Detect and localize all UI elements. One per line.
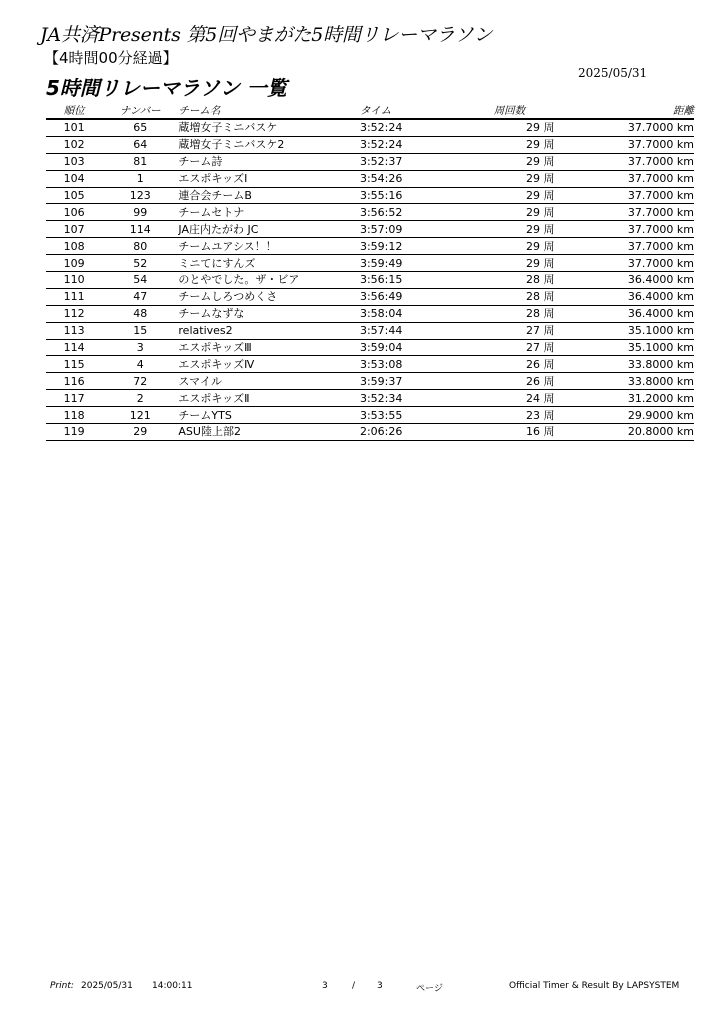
- cell-position: 102: [46, 136, 102, 153]
- cell-time: 3:52:34: [360, 390, 464, 407]
- cell-laps: 27 周: [464, 322, 554, 339]
- cell-distance: 37.7000 km: [555, 255, 694, 272]
- cell-number: 123: [102, 187, 178, 204]
- table-row: [46, 221, 694, 238]
- cell-team-name: JA庄内たがわ JC: [178, 221, 360, 238]
- cell-position: 118: [46, 407, 102, 424]
- cell-number: 4: [102, 356, 178, 373]
- cell-laps: 23 周: [464, 407, 554, 424]
- cell-team-name: エスポキッズⅡ: [178, 390, 360, 407]
- cell-position: 117: [46, 390, 102, 407]
- cell-distance: 35.1000 km: [555, 322, 694, 339]
- cell-distance: 37.7000 km: [555, 187, 694, 204]
- cell-position: 103: [46, 153, 102, 170]
- table-row: [46, 187, 694, 204]
- cell-time: 3:56:49: [360, 288, 464, 305]
- column-header-number: ナンバー: [102, 102, 178, 119]
- cell-distance: 36.4000 km: [555, 288, 694, 305]
- cell-time: 3:59:12: [360, 238, 464, 255]
- cell-time: 3:58:04: [360, 305, 464, 322]
- cell-number: 47: [102, 288, 178, 305]
- table-row: [46, 356, 694, 373]
- cell-position: 112: [46, 305, 102, 322]
- cell-distance: 37.7000 km: [555, 221, 694, 238]
- cell-team-name: チーム詩: [178, 153, 360, 170]
- table-row: [46, 170, 694, 187]
- cell-time: 3:55:16: [360, 187, 464, 204]
- table-row: [46, 288, 694, 305]
- cell-distance: 33.8000 km: [555, 373, 694, 390]
- cell-time: 3:54:26: [360, 170, 464, 187]
- cell-laps: 29 周: [464, 170, 554, 187]
- cell-distance: 31.2000 km: [555, 390, 694, 407]
- table-header-row: [46, 102, 694, 119]
- table-row: [46, 238, 694, 255]
- cell-time: 3:52:37: [360, 153, 464, 170]
- cell-time: 3:52:24: [360, 119, 464, 136]
- cell-team-name: チームなずな: [178, 305, 360, 322]
- table-row: [46, 305, 694, 322]
- cell-position: 107: [46, 221, 102, 238]
- cell-number: 3: [102, 339, 178, 356]
- cell-time: 3:57:44: [360, 322, 464, 339]
- column-header-position: 順位: [46, 102, 102, 119]
- cell-distance: 20.8000 km: [555, 424, 694, 441]
- cell-team-name: 連合会チームB: [178, 187, 360, 204]
- cell-position: 109: [46, 255, 102, 272]
- cell-time: 3:56:52: [360, 204, 464, 221]
- cell-time: 3:59:49: [360, 255, 464, 272]
- cell-laps: 26 周: [464, 356, 554, 373]
- footer-credit: Official Timer & Result By LAPSYSTEM: [509, 981, 680, 991]
- cell-number: 1: [102, 170, 178, 187]
- footer-print-time: 14:00:11: [152, 981, 193, 991]
- cell-distance: 36.4000 km: [555, 305, 694, 322]
- table-row: [46, 407, 694, 424]
- column-header-distance: 距離: [555, 102, 694, 119]
- table-row: [46, 339, 694, 356]
- cell-team-name: スマイル: [178, 373, 360, 390]
- cell-time: 3:52:24: [360, 136, 464, 153]
- table-row: [46, 424, 694, 441]
- footer-page-unit: ページ: [416, 984, 443, 994]
- cell-team-name: エスポキッズⅣ: [178, 356, 360, 373]
- table-row: [46, 373, 694, 390]
- cell-number: 99: [102, 204, 178, 221]
- cell-team-name: relatives2: [178, 322, 360, 339]
- footer-print-label: Print:: [50, 981, 74, 991]
- cell-laps: 28 周: [464, 272, 554, 289]
- column-header-time: タイム: [360, 102, 464, 119]
- cell-number: 64: [102, 136, 178, 153]
- cell-number: 80: [102, 238, 178, 255]
- event-title: JA共済Presents 第5回やまがた5時間リレーマラソン: [40, 24, 493, 46]
- cell-laps: 29 周: [464, 238, 554, 255]
- cell-distance: 36.4000 km: [555, 272, 694, 289]
- table-row: [46, 390, 694, 407]
- table-row: [46, 153, 694, 170]
- cell-distance: 35.1000 km: [555, 339, 694, 356]
- cell-laps: 16 周: [464, 424, 554, 441]
- column-header-team: チーム名: [178, 102, 360, 119]
- cell-number: 2: [102, 390, 178, 407]
- cell-position: 104: [46, 170, 102, 187]
- cell-laps: 29 周: [464, 255, 554, 272]
- cell-laps: 26 周: [464, 373, 554, 390]
- table-row: [46, 255, 694, 272]
- cell-position: 116: [46, 373, 102, 390]
- cell-position: 105: [46, 187, 102, 204]
- cell-laps: 29 周: [464, 136, 554, 153]
- cell-team-name: チームユアシス！！: [178, 238, 360, 255]
- cell-time: 3:53:08: [360, 356, 464, 373]
- cell-laps: 28 周: [464, 288, 554, 305]
- cell-distance: 33.8000 km: [555, 356, 694, 373]
- cell-distance: 37.7000 km: [555, 119, 694, 136]
- cell-laps: 29 周: [464, 153, 554, 170]
- cell-laps: 27 周: [464, 339, 554, 356]
- cell-position: 119: [46, 424, 102, 441]
- cell-team-name: ミニてにすんズ: [178, 255, 360, 272]
- cell-time: 3:57:09: [360, 221, 464, 238]
- table-row: [46, 119, 694, 136]
- report-date: 2025/05/31: [578, 66, 648, 80]
- cell-time: 3:56:15: [360, 272, 464, 289]
- cell-laps: 29 周: [464, 221, 554, 238]
- elapsed-time-label: 【4時間00分経過】: [44, 49, 178, 67]
- cell-distance: 37.7000 km: [555, 136, 694, 153]
- results-body: [46, 119, 694, 440]
- cell-laps: 28 周: [464, 305, 554, 322]
- cell-number: 54: [102, 272, 178, 289]
- table-row: [46, 322, 694, 339]
- cell-distance: 37.7000 km: [555, 204, 694, 221]
- cell-position: 114: [46, 339, 102, 356]
- cell-distance: 37.7000 km: [555, 238, 694, 255]
- cell-team-name: エスポキッズⅠ: [178, 170, 360, 187]
- cell-position: 111: [46, 288, 102, 305]
- cell-position: 115: [46, 356, 102, 373]
- cell-laps: 29 周: [464, 119, 554, 136]
- cell-team-name: エスポキッズⅢ: [178, 339, 360, 356]
- table-row: [46, 136, 694, 153]
- cell-team-name: のとやでした。ザ・ビア: [178, 272, 360, 289]
- cell-number: 114: [102, 221, 178, 238]
- cell-laps: 24 周: [464, 390, 554, 407]
- cell-team-name: ASU陸上部2: [178, 424, 360, 441]
- cell-number: 72: [102, 373, 178, 390]
- cell-distance: 37.7000 km: [555, 170, 694, 187]
- cell-number: 65: [102, 119, 178, 136]
- table-row: [46, 272, 694, 289]
- footer-page-current: 3: [322, 981, 328, 991]
- cell-time: 3:59:37: [360, 373, 464, 390]
- cell-position: 108: [46, 238, 102, 255]
- cell-time: 2:06:26: [360, 424, 464, 441]
- cell-number: 52: [102, 255, 178, 272]
- cell-number: 48: [102, 305, 178, 322]
- cell-number: 15: [102, 322, 178, 339]
- cell-distance: 29.9000 km: [555, 407, 694, 424]
- cell-position: 101: [46, 119, 102, 136]
- cell-number: 81: [102, 153, 178, 170]
- cell-position: 113: [46, 322, 102, 339]
- table-row: [46, 204, 694, 221]
- results-table: [46, 102, 694, 441]
- cell-team-name: チームYTS: [178, 407, 360, 424]
- cell-number: 29: [102, 424, 178, 441]
- footer-print-date: 2025/05/31: [81, 981, 133, 991]
- footer-page-total: 3: [377, 981, 383, 991]
- cell-team-name: チームセトナ: [178, 204, 360, 221]
- cell-team-name: チームしろつめくさ: [178, 288, 360, 305]
- cell-team-name: 蔵増女子ミニバスケ: [178, 119, 360, 136]
- cell-number: 121: [102, 407, 178, 424]
- footer-page-separator: /: [352, 981, 356, 991]
- cell-position: 106: [46, 204, 102, 221]
- cell-time: 3:53:55: [360, 407, 464, 424]
- cell-position: 110: [46, 272, 102, 289]
- cell-distance: 37.7000 km: [555, 153, 694, 170]
- cell-team-name: 蔵増女子ミニバスケ2: [178, 136, 360, 153]
- column-header-laps: 周回数: [464, 102, 554, 119]
- list-title: 5時間リレーマラソン 一覧: [46, 76, 287, 100]
- cell-time: 3:59:04: [360, 339, 464, 356]
- cell-laps: 29 周: [464, 204, 554, 221]
- cell-laps: 29 周: [464, 187, 554, 204]
